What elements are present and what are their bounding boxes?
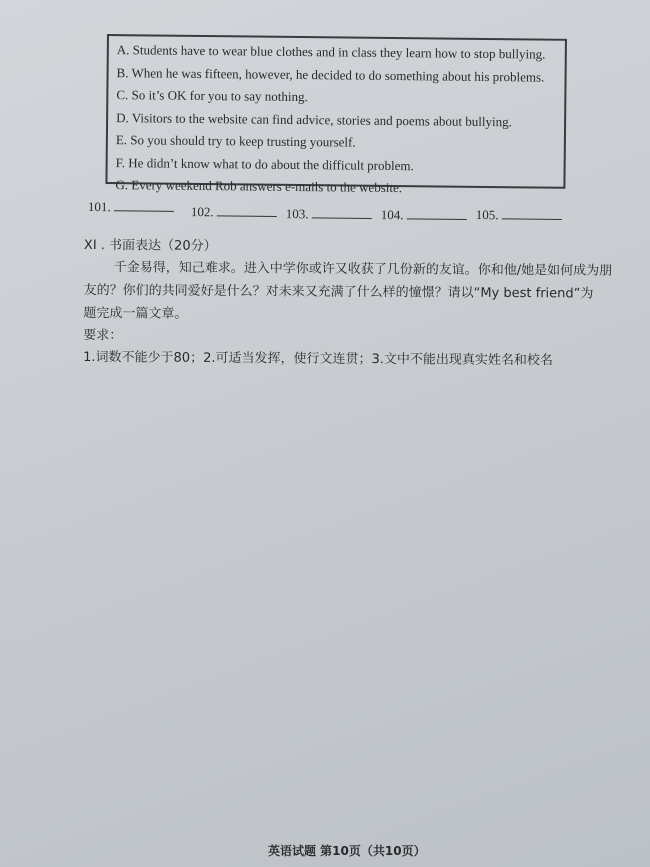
blank-number: 105. [475, 207, 499, 223]
blank-line [312, 205, 372, 219]
writing-section [83, 236, 624, 373]
option-b: B. When he was fifteen, however, he decided to do something about his problems. [116, 64, 545, 85]
answer-blanks [88, 198, 568, 227]
blank-101[interactable] [88, 198, 174, 216]
option-g: G. Every weekend Rob answers e-mails to the website. [115, 177, 403, 196]
blank-number: 103. [285, 206, 309, 222]
blank-number: 104. [380, 207, 404, 223]
blank-number: 101. [87, 198, 111, 215]
blank-102[interactable] [191, 203, 277, 221]
option-a: A. Students have to wear blue clothes and in class they learn how to stop bullying. [116, 42, 546, 62]
page-footer: 英语试题 第10页（共10页） [268, 844, 426, 858]
option-e: E. So you should try to keep trusting yourself. [115, 132, 356, 150]
prompt-line: 题完成一篇文章。 [83, 305, 188, 322]
blank-103[interactable] [286, 205, 372, 223]
requirements-label: 要求： [83, 327, 123, 344]
section-title: XI . 书面表达（20分） [83, 237, 217, 254]
requirements-text: 1.词数不能少于80；2.可适当发挥，使行文连贯；3.文中不能出现真实姓名和校名 [83, 349, 553, 369]
blank-105[interactable] [476, 206, 562, 224]
blank-line [407, 206, 467, 220]
blank-line [217, 203, 277, 217]
options-box [105, 34, 567, 196]
blank-number: 102. [190, 204, 214, 220]
prompt-line: 友的？你们的共同爱好是什么？对未来又充满了什么样的憧憬？请以“My best friend”为 [83, 282, 594, 302]
blank-line [114, 198, 174, 212]
option-c: C. So it’s OK for you to say nothing. [116, 87, 308, 105]
option-f: F. He didn’t know what to do about the difficult problem. [115, 154, 414, 173]
option-d: D. Visitors to the website can find advice, stories and poems about bullying. [116, 109, 512, 129]
prompt-line: 千金易得，知己难求。进入中学你或许又收获了几份新的友谊。你和他/她是如何成为朋 [113, 260, 613, 279]
blank-104[interactable] [381, 206, 467, 224]
blank-line [502, 206, 562, 220]
